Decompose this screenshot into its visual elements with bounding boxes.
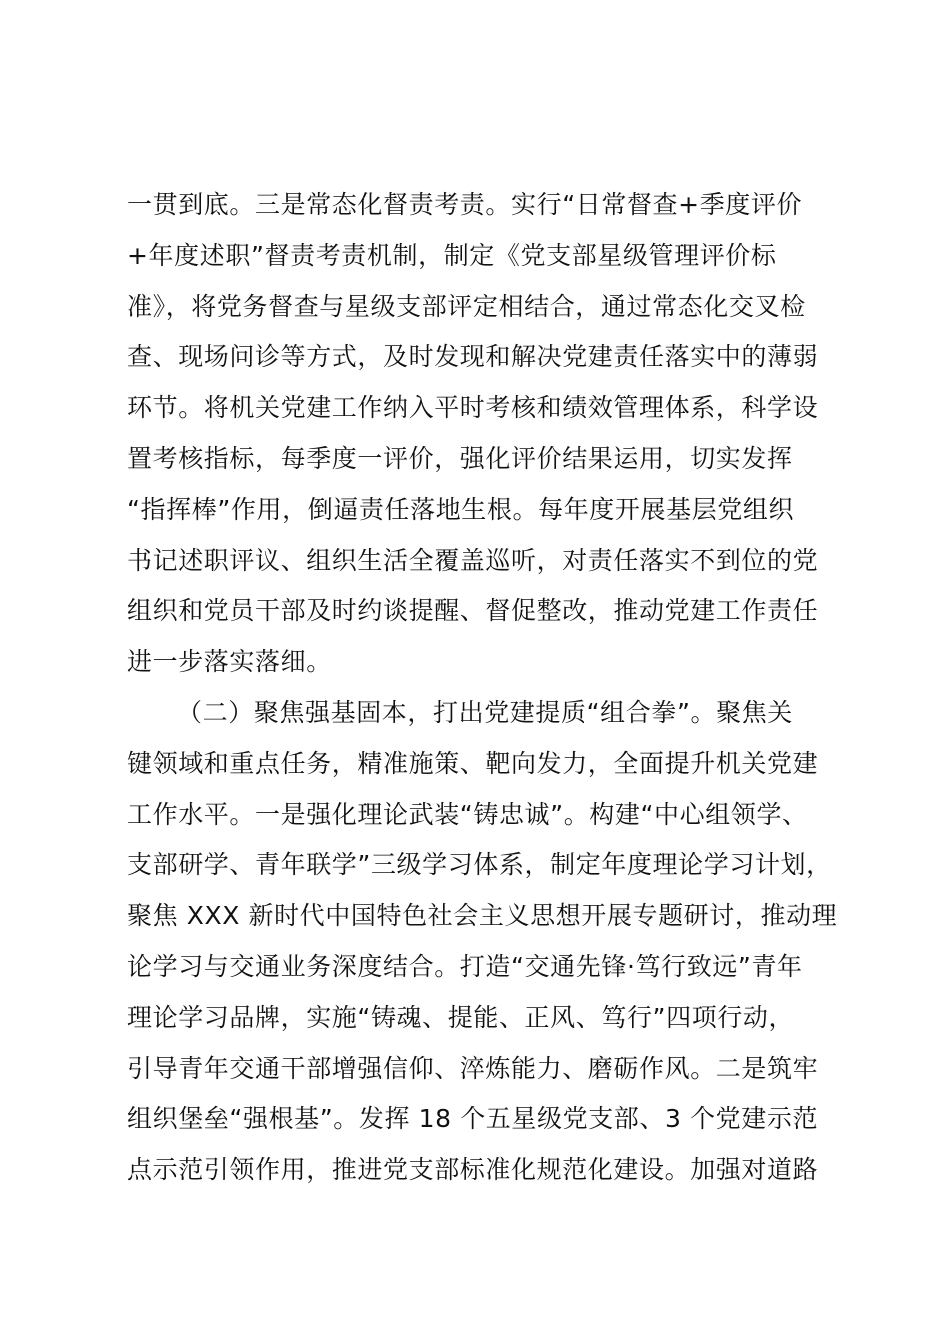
- text-line: 聚焦 XXX 新时代中国特色社会主义思想开展专题研讨，推动理: [127, 901, 837, 931]
- text-line: 组织堡垒“强根基”。发挥 18 个五星级党支部、3 个党建示范: [127, 1104, 819, 1134]
- section-heading-line: （二）聚焦强基固本，打出党建提质“组合拳”。聚焦关: [177, 697, 793, 727]
- text-line: 一贯到底。三是常态化督责考责。实行“日常督查+季度评价: [127, 190, 803, 219]
- text-line: 进一步落实落细。: [127, 647, 332, 677]
- text-line: 置考核指标，每季度一评价，强化评价结果运用，切实发挥: [127, 443, 793, 473]
- text-line: 引导青年交通干部增强信仰、淬炼能力、磨砺作风。二是筑牢: [127, 1053, 819, 1083]
- text-line: 书记述职评议、组织生活全覆盖巡听，对责任落实不到位的党: [127, 545, 819, 575]
- text-line: 组织和党员干部及时约谈提醒、督促整改，推动党建工作责任: [127, 596, 819, 626]
- text-line: “指挥棒”作用，倒逼责任落地生根。每年度开展基层党组织: [127, 494, 795, 524]
- text-line: 查、现场问诊等方式，及时发现和解决党建责任落实中的薄弱: [127, 342, 819, 372]
- text-line: 支部研学、青年联学”三级学习体系，制定年度理论学习计划，: [127, 850, 832, 880]
- text-line: 点示范引领作用，推进党支部标准化规范化建设。加强对道路: [127, 1155, 819, 1185]
- body-text: [127, 180, 837, 1196]
- text-line: +年度述职”督责考责机制，制定《党支部星级管理评价标: [127, 240, 777, 270]
- text-line: 工作水平。一是强化理论武装“铸忠诚”。构建“中心组领学、: [127, 799, 808, 829]
- text-line: 环节。将机关党建工作纳入平时考核和绩效管理体系，科学设: [127, 393, 819, 423]
- text-line: 准》，将党务督查与星级支部评定相结合，通过常态化交叉检: [127, 291, 806, 321]
- text-line: 论学习与交通业务深度结合。打造“交通先锋·笃行致远”青年: [127, 951, 803, 981]
- text-line: 键领域和重点任务，精准施策、靶向发力，全面提升机关党建: [127, 748, 819, 778]
- text-line: 理论学习品牌，实施“铸魂、提能、正风、笃行”四项行动，: [127, 1002, 795, 1032]
